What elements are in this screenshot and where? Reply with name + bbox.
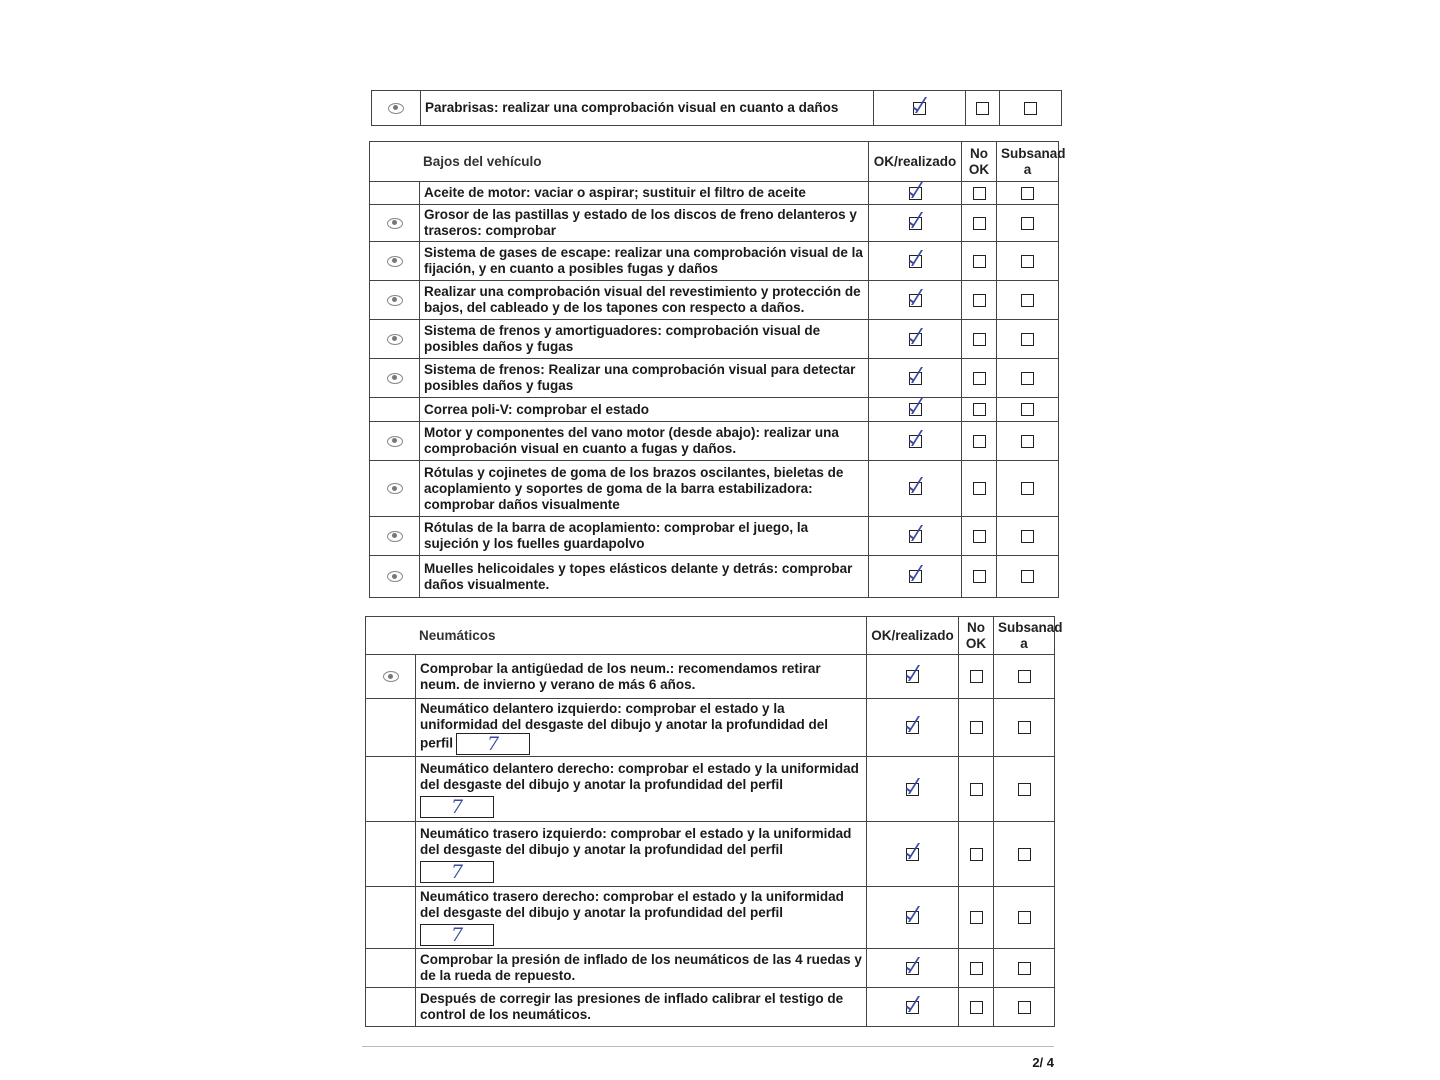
nook-cell	[962, 205, 997, 242]
nook-cell	[962, 320, 997, 359]
item-cell	[416, 949, 867, 988]
item-text: Neumático trasero izquierdo: comprobar el estado y la uniformidad del desgaste del dibujo y anotar la profundidad del perfil	[420, 825, 852, 857]
subsanada-cell	[994, 757, 1055, 822]
depth-input[interactable]: 7	[456, 733, 530, 755]
col-subsanada-header: Subsanad a	[997, 142, 1059, 182]
col-ok-header: OK/realizado	[867, 617, 959, 655]
nook-checkbox[interactable]	[973, 294, 986, 307]
eye-icon	[383, 671, 399, 682]
item-cell	[420, 182, 869, 205]
eye-icon	[387, 571, 403, 582]
ok-cell	[869, 556, 962, 598]
nook-checkbox[interactable]	[973, 403, 986, 416]
nook-checkbox[interactable]	[973, 333, 986, 346]
table-row	[370, 398, 1059, 422]
ok-cell	[869, 242, 962, 281]
eye-cell	[370, 242, 420, 281]
subsanada-cell	[997, 398, 1059, 422]
ok-cell	[867, 655, 959, 699]
item-cell	[420, 205, 869, 242]
footer-rule	[362, 1046, 1054, 1047]
ok-checkbox[interactable]	[909, 435, 922, 448]
table-row	[366, 655, 1055, 699]
eye-cell	[370, 422, 420, 461]
nook-cell	[962, 517, 997, 556]
nook-checkbox[interactable]	[970, 911, 983, 924]
item-cell	[420, 281, 869, 320]
depth-line	[420, 796, 862, 818]
nook-cell	[962, 422, 997, 461]
table-row	[366, 699, 1055, 757]
nook-checkbox[interactable]	[973, 372, 986, 385]
nook-cell	[959, 887, 994, 949]
nook-checkbox[interactable]	[970, 670, 983, 683]
nook-checkbox[interactable]	[970, 721, 983, 734]
subsanada-checkbox[interactable]	[1018, 848, 1031, 861]
col-subsanada-header: Subsanad a	[994, 617, 1055, 655]
item-cell	[420, 461, 869, 517]
subsanada-checkbox[interactable]	[1021, 530, 1034, 543]
ok-cell	[867, 699, 959, 757]
table-row	[370, 205, 1059, 242]
subsanada-cell	[994, 988, 1055, 1027]
eye-cell	[370, 461, 420, 517]
subsanada-checkbox[interactable]	[1024, 102, 1037, 115]
nook-checkbox[interactable]	[973, 187, 986, 200]
item-cell	[416, 822, 867, 887]
item-text: Aceite de motor: vaciar o aspirar; sustituir el filtro de aceite	[424, 185, 806, 200]
ok-cell	[867, 988, 959, 1027]
item-text: Muelles helicoidales y topes elásticos delante y detrás: comprobar daños visualmente.	[424, 560, 853, 592]
eye-cell	[366, 757, 416, 822]
subsanada-cell	[997, 205, 1059, 242]
ok-checkbox[interactable]	[909, 217, 922, 230]
eye-icon	[387, 334, 403, 345]
eye-cell	[370, 182, 420, 205]
ok-cell	[869, 359, 962, 398]
ok-checkbox[interactable]	[906, 670, 919, 683]
eye-cell	[366, 655, 416, 699]
subsanada-checkbox[interactable]	[1021, 187, 1034, 200]
subsanada-cell	[997, 556, 1059, 598]
subsanada-checkbox[interactable]	[1021, 372, 1034, 385]
table-row	[370, 517, 1059, 556]
eye-cell	[370, 517, 420, 556]
nook-checkbox[interactable]	[973, 482, 986, 495]
subsanada-checkbox[interactable]	[1021, 403, 1034, 416]
subsanada-checkbox[interactable]	[1021, 570, 1034, 583]
page-number: 2/ 4	[1032, 1055, 1054, 1070]
depth-input[interactable]: 7	[420, 861, 494, 883]
table-row	[370, 320, 1059, 359]
eye-icon	[387, 436, 403, 447]
ok-cell	[869, 398, 962, 422]
nook-checkbox[interactable]	[973, 435, 986, 448]
ok-checkbox[interactable]	[909, 482, 922, 495]
nook-cell	[959, 949, 994, 988]
item-text: Sistema de frenos y amortiguadores: comprobación visual de posibles daños y fugas	[424, 323, 821, 354]
item-text: Correa poli-V: comprobar el estado	[424, 401, 650, 417]
subsanada-cell	[997, 281, 1059, 320]
col-nook-header: No OK	[959, 617, 994, 655]
ok-checkbox[interactable]	[909, 372, 922, 385]
ok-checkbox[interactable]	[906, 911, 919, 924]
section-bajos-table	[369, 141, 1066, 598]
eye-icon	[387, 218, 403, 229]
ok-checkbox[interactable]	[909, 403, 922, 416]
item-text: Después de corregir las presiones de inflado calibrar el testigo de control de los neumáticos.	[420, 991, 844, 1022]
ok-cell	[869, 461, 962, 517]
subsanada-cell	[994, 949, 1055, 988]
item-cell	[416, 699, 867, 757]
table-row	[370, 556, 1059, 598]
windshield-table	[371, 90, 1062, 126]
ok-checkbox[interactable]	[913, 102, 926, 115]
subsanada-cell	[994, 655, 1055, 699]
item-cell	[420, 398, 869, 422]
nook-cell	[962, 281, 997, 320]
subsanada-cell	[994, 699, 1055, 757]
nook-cell	[959, 988, 994, 1027]
ok-checkbox[interactable]	[909, 570, 922, 583]
ok-cell	[869, 281, 962, 320]
nook-checkbox[interactable]	[976, 102, 989, 115]
nook-cell	[962, 398, 997, 422]
item-text: Grosor de las pastillas y estado de los discos de freno delanteros y traseros: comprobar	[424, 207, 857, 238]
ok-cell	[869, 205, 962, 242]
subsanada-cell	[997, 517, 1059, 556]
nook-checkbox[interactable]	[970, 1001, 983, 1014]
ok-checkbox[interactable]	[906, 721, 919, 734]
ok-checkbox[interactable]	[909, 530, 922, 543]
item-text: Motor y componentes del vano motor (desde abajo): realizar una comprobación visual en cuanto a fugas y daños.	[424, 425, 839, 456]
subsanada-checkbox[interactable]	[1021, 294, 1034, 307]
ok-cell	[869, 182, 962, 205]
ok-checkbox[interactable]	[906, 1001, 919, 1014]
ok-checkbox[interactable]	[906, 848, 919, 861]
nook-checkbox[interactable]	[973, 570, 986, 583]
nook-cell	[962, 242, 997, 281]
nook-checkbox[interactable]	[970, 783, 983, 796]
col-ok-header: OK/realizado	[869, 142, 962, 182]
subsanada-cell	[994, 822, 1055, 887]
eye-cell	[370, 320, 420, 359]
eye-cell	[366, 887, 416, 949]
eye-cell	[372, 91, 421, 126]
item-cell	[420, 422, 869, 461]
table-row	[370, 242, 1059, 281]
depth-input[interactable]: 7	[420, 796, 494, 818]
subsanada-checkbox[interactable]	[1018, 911, 1031, 924]
eye-cell	[366, 988, 416, 1027]
ok-checkbox[interactable]	[906, 962, 919, 975]
nook-cell	[959, 757, 994, 822]
table-row	[366, 822, 1055, 887]
section-title: Bajos del vehículo	[370, 142, 869, 182]
nook-cell	[966, 91, 1000, 126]
col-nook-header: No OK	[962, 142, 997, 182]
item-text: Comprobar la antigüedad de los neum.: recomendamos retirar neum. de invierno y verano de más 6 años.	[420, 660, 821, 692]
ok-cell	[867, 822, 959, 887]
item-cell	[420, 320, 869, 359]
subsanada-checkbox[interactable]	[1018, 670, 1031, 683]
ok-checkbox[interactable]	[906, 783, 919, 796]
item-cell	[416, 887, 867, 949]
item-cell	[416, 757, 867, 822]
eye-icon	[387, 256, 403, 267]
item-text: Sistema de frenos: Realizar una comprobación visual para detectar posibles daños y fugas	[424, 362, 856, 393]
eye-cell	[370, 281, 420, 320]
subsanada-cell	[994, 887, 1055, 949]
item-text: Parabrisas: realizar una comprobación visual en cuanto a daños	[421, 91, 874, 126]
eye-cell	[370, 205, 420, 242]
nook-checkbox[interactable]	[970, 962, 983, 975]
nook-checkbox[interactable]	[973, 217, 986, 230]
item-text: Neumático delantero izquierdo: comprobar el estado y la uniformidad del desgaste del dibujo y anotar la profundidad del perfil	[420, 700, 829, 751]
nook-cell	[962, 359, 997, 398]
subsanada-cell	[997, 461, 1059, 517]
item-text: Realizar una comprobación visual del revestimiento y protección de bajos, del cableado y de los tapones con respecto a daños.	[424, 284, 861, 315]
item-text: Comprobar la presión de inflado de los neumáticos de las 4 ruedas y de la rueda de repuesto.	[420, 952, 862, 983]
item-text: Rótulas y cojinetes de goma de los brazos oscilantes, bieletas de acoplamiento y soportes de goma de la barra estabilizadora: comprobar daños visualmente	[424, 464, 844, 512]
eye-icon	[387, 295, 403, 306]
ok-cell	[867, 887, 959, 949]
ok-cell	[867, 757, 959, 822]
subsanada-checkbox[interactable]	[1021, 217, 1034, 230]
section-header-row	[370, 142, 1059, 182]
ok-cell	[869, 517, 962, 556]
table-row	[370, 422, 1059, 461]
table-row	[366, 757, 1055, 822]
item-text: Rótulas de la barra de acoplamiento: comprobar el juego, la sujeción y los fuelles guardapolvo	[424, 520, 809, 551]
item-cell	[416, 988, 867, 1027]
subsanada-checkbox[interactable]	[1018, 721, 1031, 734]
ok-checkbox[interactable]	[909, 187, 922, 200]
table-row	[370, 359, 1059, 398]
subsanada-checkbox[interactable]	[1021, 333, 1034, 346]
subsanada-checkbox[interactable]	[1018, 1001, 1031, 1014]
subsanada-cell	[997, 242, 1059, 281]
nook-cell	[959, 655, 994, 699]
ok-cell	[869, 320, 962, 359]
eye-icon	[387, 483, 403, 494]
ok-checkbox[interactable]	[909, 255, 922, 268]
item-text: Sistema de gases de escape: realizar una comprobación visual de la fijación, y en cuanto a posibles fugas y daños	[424, 245, 863, 276]
subsanada-cell	[997, 422, 1059, 461]
nook-cell	[959, 699, 994, 757]
item-cell	[416, 655, 867, 699]
subsanada-cell	[997, 182, 1059, 205]
subsanada-cell	[997, 359, 1059, 398]
table-row	[370, 281, 1059, 320]
eye-icon	[387, 531, 403, 542]
eye-cell	[366, 699, 416, 757]
subsanada-cell	[997, 320, 1059, 359]
ok-checkbox[interactable]	[909, 333, 922, 346]
section-neumaticos-table	[365, 616, 1063, 1027]
depth-line	[420, 861, 862, 883]
subsanada-checkbox[interactable]	[1018, 962, 1031, 975]
item-text: Neumático delantero derecho: comprobar el estado y la uniformidad del desgaste del dibujo y anotar la profundidad del perfil	[420, 760, 859, 792]
subsanada-cell	[1000, 91, 1062, 126]
eye-icon	[387, 373, 403, 384]
item-cell	[420, 242, 869, 281]
eye-cell	[370, 398, 420, 422]
eye-icon	[388, 103, 404, 114]
table-row	[366, 949, 1055, 988]
depth-line	[420, 924, 862, 946]
subsanada-checkbox[interactable]	[1018, 783, 1031, 796]
nook-checkbox[interactable]	[973, 530, 986, 543]
eye-cell	[370, 359, 420, 398]
subsanada-checkbox[interactable]	[1021, 435, 1034, 448]
subsanada-checkbox[interactable]	[1021, 255, 1034, 268]
nook-cell	[959, 822, 994, 887]
ok-cell	[874, 91, 966, 126]
item-cell	[420, 517, 869, 556]
item-cell	[420, 556, 869, 598]
ok-checkbox[interactable]	[909, 294, 922, 307]
subsanada-checkbox[interactable]	[1021, 482, 1034, 495]
nook-cell	[962, 182, 997, 205]
table-row	[370, 182, 1059, 205]
section-header-row	[366, 617, 1055, 655]
eye-cell	[370, 556, 420, 598]
table-row	[370, 461, 1059, 517]
table-row	[372, 91, 1062, 126]
section-title: Neumáticos	[366, 617, 867, 655]
depth-input[interactable]: 7	[420, 924, 494, 946]
item-cell	[420, 359, 869, 398]
nook-cell	[962, 556, 997, 598]
eye-cell	[366, 822, 416, 887]
nook-checkbox[interactable]	[970, 848, 983, 861]
ok-cell	[867, 949, 959, 988]
table-row	[366, 988, 1055, 1027]
table-row	[366, 887, 1055, 949]
eye-cell	[366, 949, 416, 988]
nook-checkbox[interactable]	[973, 255, 986, 268]
ok-cell	[869, 422, 962, 461]
nook-cell	[962, 461, 997, 517]
item-text: Neumático trasero derecho: comprobar el estado y la uniformidad del desgaste del dibujo y anotar la profundidad del perfil	[420, 889, 844, 920]
